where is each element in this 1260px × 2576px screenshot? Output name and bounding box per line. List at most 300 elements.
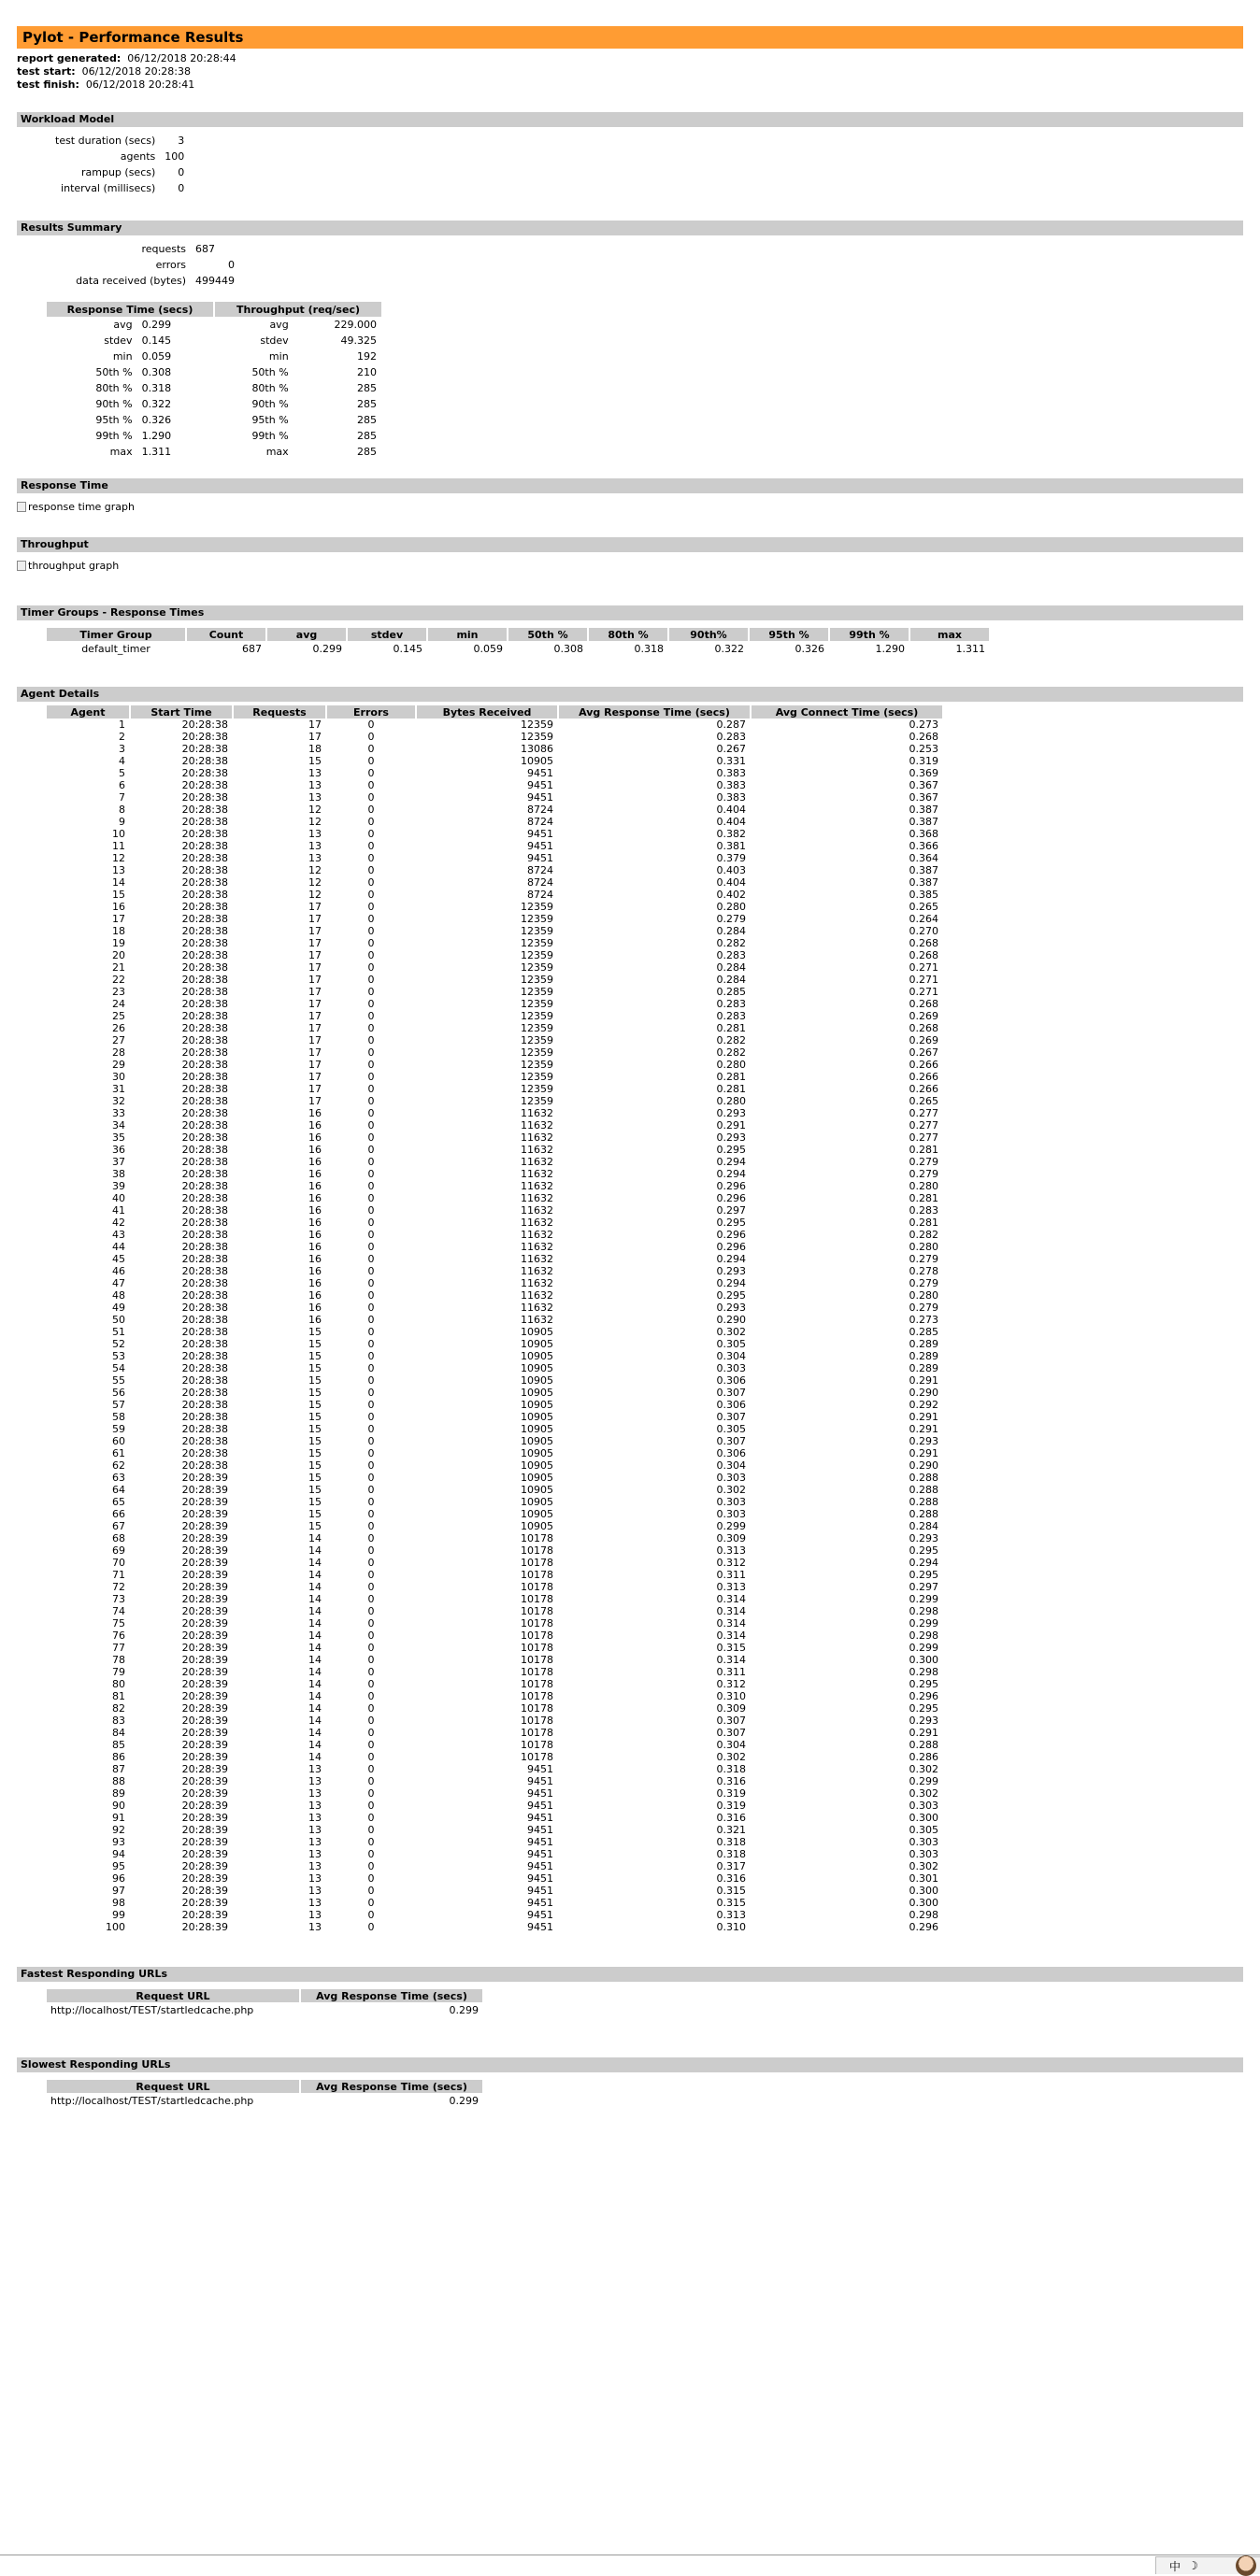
table-cell: 20:28:39 — [181, 1848, 228, 1860]
table-cell: 58 — [112, 1411, 125, 1423]
stats-row — [47, 412, 381, 428]
table-cell: 20:28:38 — [181, 1095, 228, 1107]
ime-indicator[interactable]: 中 — [1169, 2559, 1181, 2573]
table-row — [47, 1654, 942, 1666]
table-cell: 20:28:38 — [181, 986, 228, 998]
table-cell: 0.311 — [716, 1569, 746, 1581]
table-cell: 17 — [308, 731, 322, 743]
table-cell: 0.266 — [909, 1059, 938, 1071]
table-cell: 11632 — [521, 1204, 553, 1217]
table-cell: 10905 — [521, 755, 553, 767]
table-row — [47, 1812, 942, 1824]
table-cell: 16 — [308, 1302, 322, 1314]
table-row — [47, 1119, 942, 1131]
table-cell: 10178 — [521, 1739, 553, 1751]
table-cell: 96 — [112, 1872, 125, 1885]
table-row — [47, 1739, 942, 1751]
table-cell: 0 — [367, 1605, 375, 1617]
table-cell: 0 — [367, 1715, 375, 1727]
table-row — [47, 974, 942, 986]
table-row — [47, 1642, 942, 1654]
column-header: 99th % — [830, 628, 909, 641]
table-cell: 12 — [308, 876, 322, 889]
table-cell: 12359 — [521, 961, 553, 974]
table-cell: 57 — [112, 1399, 125, 1411]
table-cell: 0.059 — [473, 643, 503, 655]
table-cell: 0.318 — [716, 1836, 746, 1848]
table-cell: 20:28:38 — [181, 1265, 228, 1277]
table-cell: 13 — [308, 1800, 322, 1812]
table-cell: 0 — [367, 1253, 375, 1265]
system-tray[interactable] — [1155, 2556, 1260, 2574]
table-cell: 8724 — [527, 876, 553, 889]
table-cell: 0.294 — [909, 1557, 938, 1569]
table-cell: 0.306 — [716, 1447, 746, 1459]
table-cell: 0.283 — [716, 998, 746, 1010]
stat-value: 0.322 — [141, 398, 172, 410]
table-row — [47, 1848, 942, 1860]
table-cell: 14 — [308, 1739, 322, 1751]
table-row — [47, 852, 942, 864]
table-cell: 48 — [112, 1289, 125, 1302]
table-cell: 12 — [308, 864, 322, 876]
table-row — [47, 731, 942, 743]
table-cell: 9451 — [527, 1787, 553, 1800]
stats-row — [47, 428, 381, 444]
table-cell: 92 — [112, 1824, 125, 1836]
table-cell: 0.298 — [909, 1630, 938, 1642]
table-cell: 0.289 — [909, 1350, 938, 1362]
table-cell: 20:28:39 — [181, 1800, 228, 1812]
table-cell: 16 — [308, 1217, 322, 1229]
stat-label: min — [268, 350, 289, 363]
table-cell: 0 — [367, 1447, 375, 1459]
table-cell: 11632 — [521, 1229, 553, 1241]
table-cell: 17 — [308, 961, 322, 974]
table-cell: 9451 — [527, 767, 553, 779]
stat-label: stdev — [260, 334, 289, 347]
table-row — [47, 925, 942, 937]
stat-value: 285 — [357, 446, 377, 458]
fastest-urls-heading: Fastest Responding URLs — [17, 1967, 1243, 1982]
table-cell: 14 — [308, 1727, 322, 1739]
table-cell: 0.313 — [716, 1581, 746, 1593]
table-row — [47, 1605, 942, 1617]
table-cell: 0.279 — [716, 913, 746, 925]
table-cell: 14 — [308, 1617, 322, 1630]
table-cell: 13 — [308, 1763, 322, 1775]
column-header: Avg Response Time (secs) — [301, 1989, 482, 2002]
table-cell: 0.297 — [909, 1581, 938, 1593]
table-cell: 16 — [308, 1180, 322, 1192]
table-cell: 0.291 — [909, 1423, 938, 1435]
table-cell: 8724 — [527, 816, 553, 828]
table-cell: 0.296 — [716, 1241, 746, 1253]
table-cell: 17 — [308, 1010, 322, 1022]
table-cell: 10178 — [521, 1642, 553, 1654]
summary-row — [50, 241, 239, 257]
table-cell: 12359 — [521, 986, 553, 998]
table-cell: 0.295 — [716, 1144, 746, 1156]
table-cell: 20:28:39 — [181, 1715, 228, 1727]
table-cell: 16 — [308, 1204, 322, 1217]
table-cell: 13 — [308, 1872, 322, 1885]
table-cell: 10905 — [521, 1387, 553, 1399]
table-cell: 20:28:39 — [181, 1532, 228, 1544]
table-cell: 0.279 — [909, 1302, 938, 1314]
table-cell: 20:28:38 — [181, 1119, 228, 1131]
table-cell: 12359 — [521, 731, 553, 743]
table-row — [47, 986, 942, 998]
table-cell: 9451 — [527, 1872, 553, 1885]
table-cell: 4 — [119, 755, 125, 767]
table-cell: 0.314 — [716, 1654, 746, 1666]
table-cell: 12359 — [521, 1071, 553, 1083]
table-cell: 20:28:39 — [181, 1909, 228, 1921]
table-cell: 0 — [367, 1581, 375, 1593]
table-cell: 0 — [367, 1885, 375, 1897]
table-cell: 0.296 — [716, 1180, 746, 1192]
table-cell: 0.284 — [716, 974, 746, 986]
column-header: min — [428, 628, 507, 641]
table-cell: 0.299 — [909, 1642, 938, 1654]
table-cell: 0 — [367, 1411, 375, 1423]
table-cell: 77 — [112, 1642, 125, 1654]
table-cell: 0 — [367, 1508, 375, 1520]
table-row — [47, 1751, 942, 1763]
table-cell: 0 — [367, 1872, 375, 1885]
table-cell: 10905 — [521, 1350, 553, 1362]
table-cell: 0.273 — [909, 719, 938, 731]
table-cell: 0 — [367, 1374, 375, 1387]
table-row — [47, 961, 942, 974]
table-cell: 71 — [112, 1569, 125, 1581]
stat-value: 285 — [357, 398, 377, 410]
table-cell: 16 — [308, 1314, 322, 1326]
table-cell: 100 — [106, 1921, 125, 1933]
table-cell: 20:28:38 — [181, 1071, 228, 1083]
table-cell: 17 — [308, 719, 322, 731]
table-cell: 12359 — [521, 913, 553, 925]
table-cell: 0.387 — [909, 816, 938, 828]
column-header: Agent — [47, 705, 129, 719]
table-cell: 0.280 — [909, 1289, 938, 1302]
table-cell: 0.310 — [716, 1690, 746, 1702]
table-cell: 0.294 — [716, 1277, 746, 1289]
table-cell: 0.307 — [716, 1411, 746, 1423]
table-cell: 13 — [308, 1885, 322, 1897]
table-cell: 11632 — [521, 1192, 553, 1204]
table-cell: 16 — [308, 1241, 322, 1253]
table-cell: 0.296 — [716, 1192, 746, 1204]
table-cell: 16 — [308, 1119, 322, 1131]
table-row — [47, 1472, 942, 1484]
table-row — [47, 643, 989, 655]
table-cell: 13 — [308, 1921, 322, 1933]
table-row — [47, 1702, 942, 1715]
table-cell: 14 — [112, 876, 125, 889]
table-cell: 0.302 — [909, 1860, 938, 1872]
table-cell: 20:28:38 — [181, 1204, 228, 1217]
table-cell: 85 — [112, 1739, 125, 1751]
table-cell: 20:28:38 — [181, 961, 228, 974]
table-cell: 20:28:38 — [181, 743, 228, 755]
table-cell: 17 — [308, 1083, 322, 1095]
table-cell: 31 — [112, 1083, 125, 1095]
table-cell: 0 — [367, 1532, 375, 1544]
table-cell: 9451 — [527, 1824, 553, 1836]
table-cell: 0.318 — [716, 1848, 746, 1860]
table-row — [47, 1229, 942, 1241]
table-cell: 0 — [367, 719, 375, 731]
table-cell: 15 — [308, 1387, 322, 1399]
table-cell: 0 — [367, 840, 375, 852]
table-cell: 20:28:39 — [181, 1666, 228, 1678]
table-cell: 13 — [308, 1897, 322, 1909]
table-row — [47, 1362, 942, 1374]
table-cell: 20:28:38 — [181, 949, 228, 961]
table-cell: 0.402 — [716, 889, 746, 901]
table-cell: 20:28:39 — [181, 1642, 228, 1654]
table-cell: 14 — [308, 1569, 322, 1581]
table-cell: 0 — [367, 1314, 375, 1326]
table-cell: 10178 — [521, 1532, 553, 1544]
table-cell: 0.314 — [716, 1605, 746, 1617]
stat-label: 99th % — [251, 430, 289, 442]
table-cell: 37 — [112, 1156, 125, 1168]
table-cell: 13 — [112, 864, 125, 876]
table-cell: 10905 — [521, 1362, 553, 1374]
table-cell: 10178 — [521, 1666, 553, 1678]
kv-value: 100 — [165, 150, 185, 163]
table-cell: 97 — [112, 1885, 125, 1897]
table-cell: 20:28:38 — [181, 1350, 228, 1362]
table-cell: 20:28:38 — [181, 1387, 228, 1399]
table-row — [47, 1435, 942, 1447]
table-cell: 93 — [112, 1836, 125, 1848]
kv-label: errors — [155, 259, 186, 271]
table-cell: 0.387 — [909, 804, 938, 816]
table-cell: 13086 — [521, 743, 553, 755]
workload-table — [50, 133, 189, 196]
table-cell: 0.303 — [716, 1496, 746, 1508]
table-cell: 16 — [112, 901, 125, 913]
table-cell: 0.290 — [716, 1314, 746, 1326]
table-cell: 14 — [308, 1751, 322, 1763]
table-cell: 0 — [367, 1083, 375, 1095]
table-cell: 0.299 — [716, 1520, 746, 1532]
table-cell: 687 — [242, 643, 262, 655]
table-cell: 0 — [367, 816, 375, 828]
table-cell: 15 — [308, 755, 322, 767]
table-cell: 0.296 — [716, 1229, 746, 1241]
table-cell: 0.295 — [909, 1678, 938, 1690]
table-cell: 0 — [367, 1544, 375, 1557]
graph-alt-text: response time graph — [28, 501, 136, 513]
table-cell: 0 — [367, 889, 375, 901]
table-cell: 0 — [367, 1909, 375, 1921]
table-cell: 17 — [308, 925, 322, 937]
table-cell: 18 — [112, 925, 125, 937]
table-cell: 20:28:38 — [181, 719, 228, 731]
table-cell: 12359 — [521, 998, 553, 1010]
table-cell: 0.277 — [909, 1119, 938, 1131]
table-cell: 0 — [367, 1520, 375, 1532]
table-cell: 17 — [308, 1059, 322, 1071]
table-cell: 0.280 — [716, 1059, 746, 1071]
table-cell: 1.290 — [875, 643, 905, 655]
table-cell: 0.253 — [909, 743, 938, 755]
table-cell: 0.385 — [909, 889, 938, 901]
table-row — [47, 816, 942, 828]
table-cell: 64 — [112, 1484, 125, 1496]
table-cell: 11632 — [521, 1265, 553, 1277]
table-cell: 1 — [119, 719, 125, 731]
table-cell: 10905 — [521, 1374, 553, 1387]
table-cell: 0 — [367, 974, 375, 986]
table-cell: 38 — [112, 1168, 125, 1180]
table-cell: 0.293 — [909, 1435, 938, 1447]
table-cell: 10905 — [521, 1484, 553, 1496]
table-cell: 16 — [308, 1289, 322, 1302]
table-row — [47, 1314, 942, 1326]
stat-label: min — [112, 350, 133, 363]
table-cell: 29 — [112, 1059, 125, 1071]
table-cell: 0 — [367, 864, 375, 876]
table-cell: 0.289 — [909, 1362, 938, 1374]
table-cell: 0.307 — [716, 1387, 746, 1399]
table-cell: 12359 — [521, 925, 553, 937]
table-cell: 0.291 — [909, 1727, 938, 1739]
table-cell: 0.295 — [909, 1544, 938, 1557]
stat-label: 95th % — [251, 414, 289, 426]
table-cell: 0.383 — [716, 791, 746, 804]
table-cell: 0.277 — [909, 1131, 938, 1144]
table-row — [47, 1520, 942, 1532]
table-cell: 0.382 — [716, 828, 746, 840]
table-cell: 14 — [308, 1690, 322, 1702]
table-cell: 0.309 — [716, 1702, 746, 1715]
table-cell: 5 — [119, 767, 125, 779]
table-cell: 15 — [308, 1472, 322, 1484]
table-cell: 34 — [112, 1119, 125, 1131]
table-cell: 44 — [112, 1241, 125, 1253]
slowest-urls-heading: Slowest Responding URLs — [17, 2057, 1243, 2072]
table-cell: 0 — [367, 1690, 375, 1702]
table-cell: 0 — [367, 1326, 375, 1338]
stats-table — [47, 302, 381, 460]
stat-value: 285 — [357, 414, 377, 426]
avatar[interactable] — [1236, 2555, 1256, 2576]
table-cell: 0.279 — [909, 1156, 938, 1168]
table-cell: 73 — [112, 1593, 125, 1605]
table-cell: 0.368 — [909, 828, 938, 840]
table-cell: 13 — [308, 1909, 322, 1921]
table-cell: 17 — [308, 998, 322, 1010]
table-cell: 0 — [367, 1350, 375, 1362]
table-cell: 20:28:39 — [181, 1775, 228, 1787]
table-cell: 9451 — [527, 1860, 553, 1872]
table-cell: 20:28:39 — [181, 1885, 228, 1897]
table-cell: 0 — [367, 1107, 375, 1119]
table-cell: 10178 — [521, 1605, 553, 1617]
table-cell: 0.268 — [909, 1022, 938, 1034]
kv-label: interval (millisecs) — [61, 182, 156, 194]
table-cell: 0 — [367, 1059, 375, 1071]
table-cell: 0 — [367, 1654, 375, 1666]
stat-label: 80th % — [95, 382, 133, 394]
moon-icon[interactable]: ☽ — [1188, 2559, 1198, 2572]
table-row — [47, 1678, 942, 1690]
table-cell: 0 — [367, 937, 375, 949]
table-cell: 20:28:38 — [181, 791, 228, 804]
table-cell: 20:28:38 — [181, 925, 228, 937]
table-cell: 20:28:38 — [181, 1168, 228, 1180]
table-cell: 11632 — [521, 1156, 553, 1168]
table-cell: 0 — [367, 901, 375, 913]
table-cell: 13 — [308, 791, 322, 804]
table-cell: 0.364 — [909, 852, 938, 864]
table-row — [47, 1763, 942, 1775]
timer-groups-table — [45, 626, 991, 657]
table-row — [47, 1131, 942, 1144]
table-cell: 10 — [112, 828, 125, 840]
table-row — [47, 1617, 942, 1630]
table-cell: 0.277 — [909, 1107, 938, 1119]
table-cell: 0.294 — [716, 1253, 746, 1265]
table-cell: 0.381 — [716, 840, 746, 852]
table-cell: 0.369 — [909, 767, 938, 779]
table-cell: 0.273 — [909, 1314, 938, 1326]
table-cell: 87 — [112, 1763, 125, 1775]
table-row — [47, 1569, 942, 1581]
table-cell: 9451 — [527, 1800, 553, 1812]
table-cell: 0.387 — [909, 876, 938, 889]
table-cell: 25 — [112, 1010, 125, 1022]
table-cell: 0.279 — [909, 1168, 938, 1180]
table-cell: 0.312 — [716, 1557, 746, 1569]
table-cell: 0.285 — [716, 986, 746, 998]
table-cell: 14 — [308, 1544, 322, 1557]
table-cell: 0.307 — [716, 1727, 746, 1739]
table-cell: 10178 — [521, 1593, 553, 1605]
table-cell: 20:28:39 — [181, 1860, 228, 1872]
table-row — [47, 1727, 942, 1739]
table-cell: 14 — [308, 1605, 322, 1617]
table-row — [47, 876, 942, 889]
table-row — [47, 1630, 942, 1642]
table-cell: 20:28:39 — [181, 1484, 228, 1496]
table-cell: 0.265 — [909, 1095, 938, 1107]
table-cell: 0.268 — [909, 998, 938, 1010]
table-cell: 15 — [308, 1520, 322, 1532]
response-time-graph — [17, 501, 1243, 513]
table-row — [47, 998, 942, 1010]
table-cell: 11 — [112, 840, 125, 852]
stat-value: 1.290 — [141, 430, 172, 442]
table-cell: 0.301 — [909, 1872, 938, 1885]
table-cell: 0 — [367, 1034, 375, 1046]
table-cell: 0 — [367, 1144, 375, 1156]
table-cell: 55 — [112, 1374, 125, 1387]
table-cell: 13 — [308, 1787, 322, 1800]
table-cell: 0.285 — [909, 1326, 938, 1338]
stat-label: avg — [269, 319, 289, 331]
table-cell: 13 — [308, 1848, 322, 1860]
table-cell: 9451 — [527, 852, 553, 864]
table-cell: 54 — [112, 1362, 125, 1374]
table-cell: 0.303 — [909, 1836, 938, 1848]
